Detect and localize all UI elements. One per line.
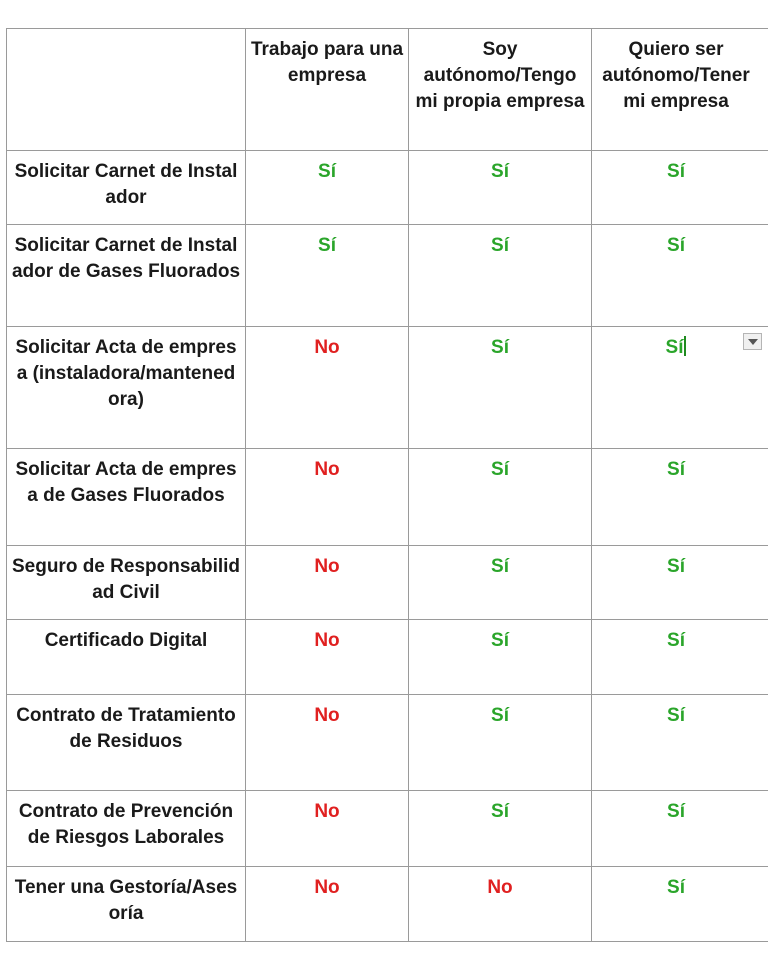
cell-value: Sí bbox=[409, 327, 592, 449]
cell-value: Sí bbox=[409, 620, 592, 695]
table-row bbox=[7, 546, 768, 620]
table-row bbox=[7, 151, 768, 225]
table-row bbox=[7, 327, 768, 449]
cell-value: No bbox=[246, 791, 409, 867]
cell-value: Sí bbox=[592, 225, 768, 327]
table-row bbox=[7, 695, 768, 791]
row-label: Tener una Gestoría/Asesoría bbox=[7, 867, 246, 942]
comparison-table bbox=[6, 28, 768, 942]
row-label: Solicitar Carnet de Instalador bbox=[7, 151, 246, 225]
cell-value: Sí bbox=[592, 867, 768, 942]
header-row bbox=[7, 29, 768, 151]
cell-value: Sí bbox=[592, 791, 768, 867]
cell-value: Sí bbox=[409, 225, 592, 327]
cell-value: Sí bbox=[409, 695, 592, 791]
cell-value: Sí bbox=[246, 225, 409, 327]
cell-value: Sí bbox=[409, 449, 592, 546]
cell-value: Sí bbox=[592, 546, 768, 620]
text-cursor bbox=[684, 336, 686, 356]
cell-value: No bbox=[246, 546, 409, 620]
cell-value: Sí bbox=[592, 151, 768, 225]
column-header-want-self-employed: Quiero ser autónomo/Tener mi empresa bbox=[592, 29, 768, 151]
table-row bbox=[7, 791, 768, 867]
table-row bbox=[7, 225, 768, 327]
table-row bbox=[7, 620, 768, 695]
cell-value: Sí bbox=[592, 695, 768, 791]
row-label: Contrato de Tratamiento de Residuos bbox=[7, 695, 246, 791]
row-label: Solicitar Carnet de Instalador de Gases Fluorados bbox=[7, 225, 246, 327]
cell-value: Sí bbox=[592, 449, 768, 546]
cell-value: No bbox=[246, 695, 409, 791]
cell-value: Sí bbox=[246, 151, 409, 225]
table-row bbox=[7, 867, 768, 942]
column-header-self-employed: Soy autónomo/Tengo mi propia empresa bbox=[409, 29, 592, 151]
cell-value: No bbox=[246, 449, 409, 546]
cell-value[interactable]: Sí bbox=[665, 337, 684, 358]
row-label: Solicitar Acta de empresa de Gases Fluorados bbox=[7, 449, 246, 546]
editable-cell[interactable] bbox=[592, 327, 768, 449]
row-label: Contrato de Prevención de Riesgos Laborales bbox=[7, 791, 246, 867]
cell-value: Sí bbox=[409, 151, 592, 225]
cell-value: Sí bbox=[409, 791, 592, 867]
row-label: Seguro de Responsabilidad Civil bbox=[7, 546, 246, 620]
dropdown-button[interactable] bbox=[743, 333, 762, 350]
cell-value: No bbox=[409, 867, 592, 942]
cell-value: No bbox=[246, 620, 409, 695]
chevron-down-icon bbox=[748, 339, 758, 345]
row-label: Certificado Digital bbox=[7, 620, 246, 695]
cell-value: No bbox=[246, 867, 409, 942]
table-row bbox=[7, 449, 768, 546]
header-empty bbox=[7, 29, 246, 151]
row-label: Solicitar Acta de empresa (instaladora/mantenedora) bbox=[7, 327, 246, 449]
cell-value: No bbox=[246, 327, 409, 449]
column-header-employee: Trabajo para una empresa bbox=[246, 29, 409, 151]
cell-value: Sí bbox=[592, 620, 768, 695]
cell-value: Sí bbox=[409, 546, 592, 620]
